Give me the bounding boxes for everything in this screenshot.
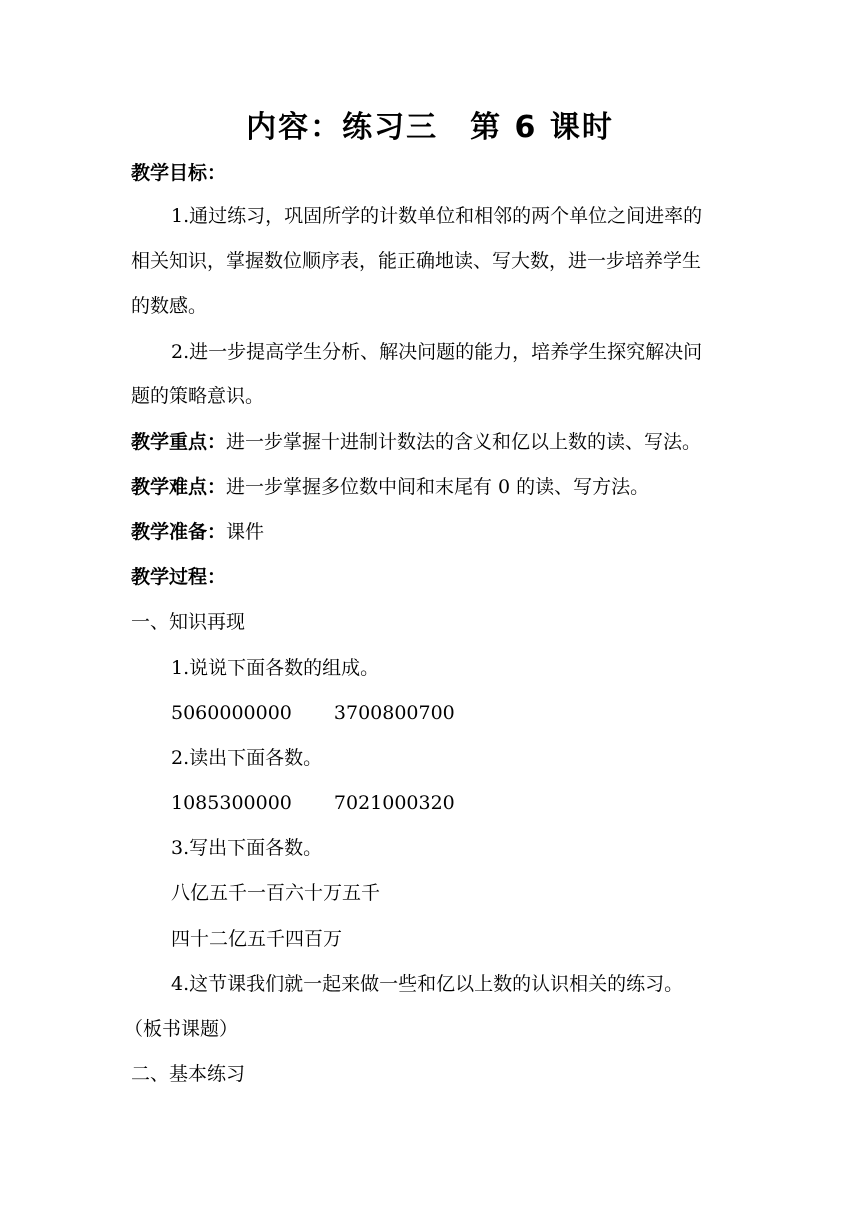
difficulty-row xyxy=(131,472,649,502)
number-item: 5060000000 xyxy=(171,702,292,724)
objectives-label: 教学目标： xyxy=(131,162,227,184)
difficulty-text: 进一步掌握多位数中间和末尾有 0 的读、写方法。 xyxy=(226,476,650,498)
question-2: 2.读出下面各数。 xyxy=(171,747,323,769)
question-2-numbers xyxy=(171,788,455,818)
question-3-item-b: 四十二亿五千四百万 xyxy=(171,928,343,950)
key-point-row xyxy=(131,427,701,457)
number-item: 1085300000 xyxy=(171,792,292,814)
question-4: 4.这节课我们就一起来做一些和亿以上数的认识相关的练习。 xyxy=(171,973,684,995)
blackboard-note: （板书课题） xyxy=(124,1018,239,1040)
section-2-heading: 二、基本练习 xyxy=(131,1063,246,1085)
question-1-numbers xyxy=(171,698,455,728)
objective-1-line-3: 的数感。 xyxy=(131,295,208,317)
objective-1-line-1: 1.通过练习，巩固所学的计数单位和相邻的两个单位之间进率的 xyxy=(171,205,703,227)
preparation-text: 课件 xyxy=(226,521,265,543)
difficulty-label: 教学难点： xyxy=(131,476,227,498)
preparation-row xyxy=(131,517,264,547)
key-point-text: 进一步掌握十进制计数法的含义和亿以上数的读、写法。 xyxy=(226,431,702,453)
key-point-label: 教学重点： xyxy=(131,431,227,453)
process-label: 教学过程： xyxy=(131,566,227,588)
section-1-heading: 一、知识再现 xyxy=(131,611,246,633)
preparation-label: 教学准备： xyxy=(131,521,227,543)
page-title: 内容：练习三 第 6 课时 xyxy=(246,110,614,145)
objective-2-line-2: 题的策略意识。 xyxy=(131,385,265,407)
question-3: 3.写出下面各数。 xyxy=(171,837,323,859)
number-item: 3700800700 xyxy=(333,702,455,724)
objective-1-line-2: 相关知识，掌握数位顺序表，能正确地读、写大数，进一步培养学生 xyxy=(131,250,702,272)
objective-2-line-1: 2.进一步提高学生分析、解决问题的能力，培养学生探究解决问 xyxy=(171,341,703,363)
question-3-item-a: 八亿五千一百六十万五千 xyxy=(171,882,381,904)
question-1: 1.说说下面各数的组成。 xyxy=(171,657,380,679)
number-item: 7021000320 xyxy=(333,792,455,814)
